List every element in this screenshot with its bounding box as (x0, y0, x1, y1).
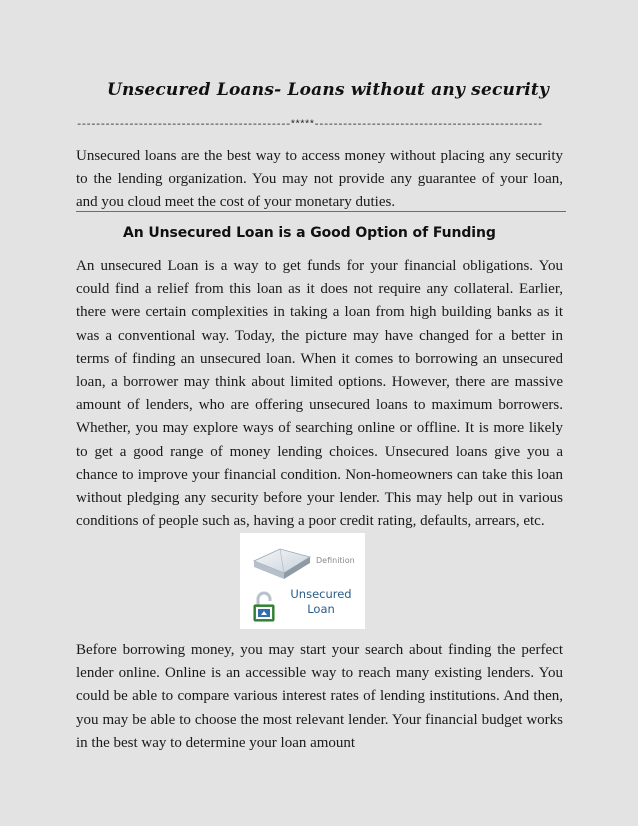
intro-paragraph: Unsecured loans are the best way to access money without placing any security to the lending organization. You may not provide any guarantee of your loan, and you cloud meet the cost of your monetary duties. (76, 148, 563, 211)
loan-label-line2: Loan (307, 602, 335, 616)
section-heading: An Unsecured Loan is a Good Option of Funding (123, 225, 496, 241)
document-title: Unsecured Loans- Loans without any security (107, 80, 550, 100)
horizontal-rule (76, 211, 566, 212)
open-book-icon (250, 543, 312, 585)
divider-dashes: ---------------------------------------------*****------------------------------------------------ (76, 119, 542, 131)
unsecured-loan-figure (240, 533, 365, 629)
body-paragraph: An unsecured Loan is a way to get funds for your financial obligations. You could find a relief from this loan as it does not require any collateral. Earlier, there were certain complexities in taking a loan from high building banks as it was a conventional way. Today, the picture may have changed for a better in terms of finding an unsecured loan. When it comes to borrowing an unsecured loan, a borrower may think about limited options. However, there are massive amount of lenders, who are offering unsecured loans to maximum borrowers. Whether, you may explore ways of searching online or offline. It is more likely to get a good range of money lending choices. Unsecured loans give you a chance to improve your financial condition. Non-homeowners can take this loan without pledging any security before your lender. This may help out in various conditions of people such as, having a poor credit rating, defaults, arrears, etc. (76, 258, 563, 530)
unsecured-loan-label (286, 587, 356, 617)
closing-paragraph: Before borrowing money, you may start your search about finding the perfect lender online. Online is an accessible way to reach many existing lenders. You could be able to compare various interest rates of lending institutions. And then, you may be able to choose the most relevant lender. Your financial budget works in the best way to determine your loan amount (76, 642, 563, 751)
definition-label: Definition (316, 556, 355, 565)
open-padlock-icon (253, 590, 275, 622)
loan-label-line1: Unsecured (290, 587, 352, 601)
